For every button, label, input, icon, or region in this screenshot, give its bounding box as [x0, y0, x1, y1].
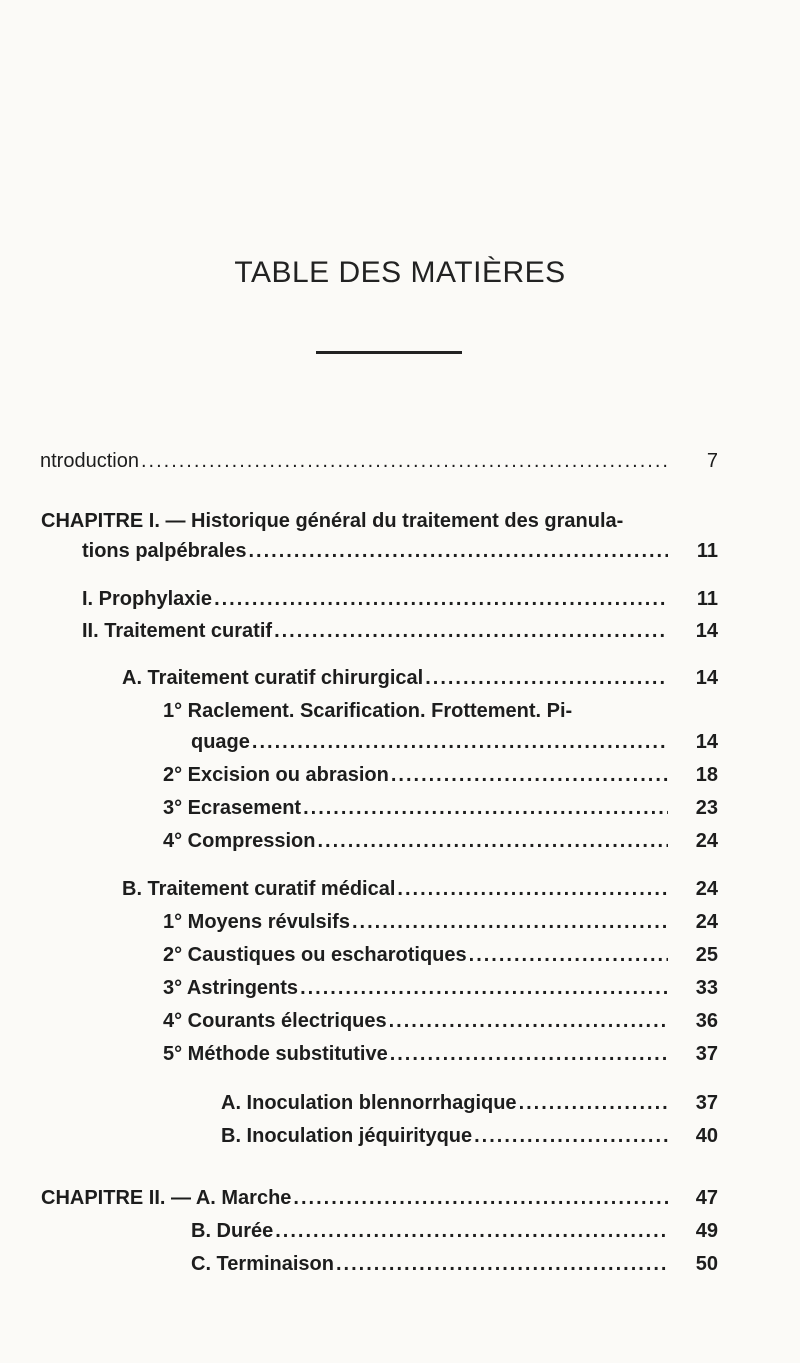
toc-page-number: 50	[695, 1253, 718, 1275]
leader-dots	[389, 1010, 668, 1033]
toc-page-number: 33	[695, 977, 718, 999]
toc-page-number: 11	[696, 540, 718, 562]
toc-entry[interactable]	[82, 588, 718, 611]
leader-dots	[391, 764, 668, 787]
toc-entry[interactable]	[122, 667, 718, 690]
leader-dots	[275, 1220, 668, 1243]
leader-dots	[425, 667, 668, 690]
toc-entry[interactable]	[82, 620, 718, 643]
toc-entry[interactable]	[191, 1220, 718, 1243]
toc-page-number: 24	[695, 911, 718, 933]
leader-dots	[352, 911, 668, 934]
toc-page-number: 37	[695, 1092, 718, 1114]
toc-page-number: 25	[695, 944, 718, 966]
leader-dots	[519, 1092, 668, 1115]
toc-entry-label: II. Traitement curatif	[82, 620, 273, 642]
toc-entry-introduction[interactable]	[40, 450, 718, 473]
chapter-2-heading: CHAPITRE II. — A. Marche	[41, 1187, 292, 1209]
toc-entry[interactable]	[122, 878, 718, 901]
leader-dots	[317, 830, 668, 853]
leader-dots	[249, 540, 669, 563]
toc-entry-chapter-2[interactable]	[41, 1187, 718, 1210]
toc-page-number: 24	[695, 878, 718, 900]
toc-entry-label: 2° Excision ou abrasion	[163, 764, 389, 786]
toc-page-number: 36	[695, 1010, 718, 1032]
toc-entry-label: 1° Moyens révulsifs	[163, 911, 350, 933]
toc-entry-label: A. Traitement curatif chirurgical	[122, 667, 424, 689]
toc-page-number: 40	[695, 1125, 718, 1147]
toc-entry-label: B. Inoculation jéquirityque	[221, 1125, 473, 1147]
toc-entry[interactable]	[163, 764, 718, 787]
toc-entry-label: 3° Ecrasement	[163, 797, 302, 819]
leader-dots	[303, 797, 668, 820]
toc-entry-label: B. Traitement curatif médical	[122, 878, 396, 900]
toc-entry-label: 4° Courants électriques	[163, 1010, 387, 1032]
toc-entry[interactable]	[221, 1125, 718, 1148]
leader-dots	[252, 731, 668, 754]
toc-entry[interactable]	[163, 797, 718, 820]
leader-dots	[397, 878, 668, 901]
toc-entry[interactable]	[163, 911, 718, 934]
leader-dots	[141, 450, 668, 473]
toc-entry-chapter-1[interactable]	[82, 540, 718, 563]
toc-page-number: 47	[695, 1187, 718, 1209]
toc-entry[interactable]	[163, 977, 718, 1000]
toc-page-number: 11	[696, 588, 718, 610]
toc-page-number: 24	[695, 830, 718, 852]
toc-entry[interactable]	[163, 1043, 718, 1066]
toc-entry-label: B. Durée	[191, 1220, 274, 1242]
leader-dots	[390, 1043, 668, 1066]
chapter-1-heading: CHAPITRE I. — Historique général du traitement des granula-	[41, 510, 624, 532]
leader-dots	[336, 1253, 668, 1276]
toc-entry[interactable]	[163, 830, 718, 853]
toc-page-number: 37	[695, 1043, 718, 1065]
toc-page-number: 14	[695, 731, 718, 753]
toc-entry[interactable]	[191, 1253, 718, 1276]
toc-entry-label-line1: 1° Raclement. Scarification. Frottement. Pi-	[163, 700, 573, 722]
toc-page-number: 18	[695, 764, 718, 786]
toc-entry-label: C. Terminaison	[191, 1253, 334, 1275]
toc-entry-label: ntroduction	[40, 450, 139, 472]
toc-entry-label: 3° Astringents	[163, 977, 299, 999]
toc-page-number: 23	[695, 797, 718, 819]
leader-dots	[300, 977, 668, 1000]
toc-entry[interactable]	[163, 1010, 718, 1033]
toc-entry[interactable]	[191, 731, 718, 754]
toc-entry-label: tions palpébrales	[82, 540, 247, 562]
toc-entry-label: quage	[191, 731, 250, 753]
leader-dots	[469, 944, 668, 967]
page-title: TABLE DES MATIÈRES	[234, 256, 566, 289]
leader-dots	[293, 1187, 668, 1210]
toc-entry[interactable]	[221, 1092, 718, 1115]
toc-entry-label: 5° Méthode substitutive	[163, 1043, 388, 1065]
toc-entry[interactable]	[163, 944, 718, 967]
toc-entry-label: 2° Caustiques ou escharotiques	[163, 944, 467, 966]
toc-entry-label: A. Inoculation blennorrhagique	[221, 1092, 517, 1114]
title-rule	[316, 351, 462, 354]
toc-page-number: 14	[695, 667, 718, 689]
leader-dots	[214, 588, 668, 611]
toc-page-number: 7	[706, 450, 718, 472]
leader-dots	[274, 620, 668, 643]
toc-page-number: 49	[695, 1220, 718, 1242]
toc-entry-label: I. Prophylaxie	[82, 588, 213, 610]
leader-dots	[474, 1125, 668, 1148]
toc-page-number: 14	[695, 620, 718, 642]
toc-entry-label: 4° Compression	[163, 830, 316, 852]
